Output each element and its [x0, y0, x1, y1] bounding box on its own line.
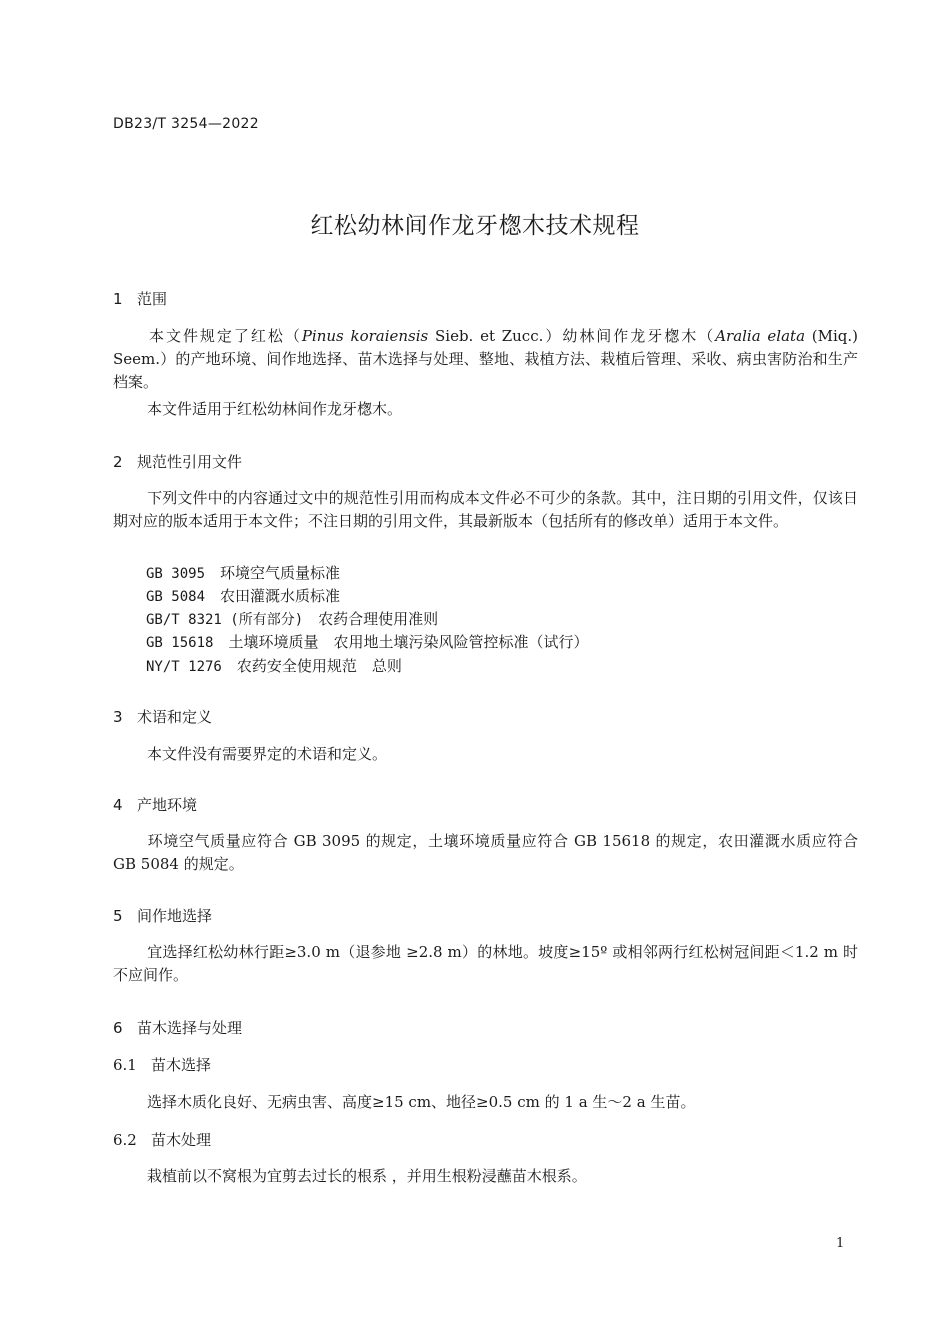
- reference-item: [146, 655, 402, 676]
- section-5-paragraph-1: 宜选择红松幼林行距≥3.0 m（退参地 ≥2.8 m）的林地。坡度≥15º 或相邻两行红松树冠间距＜1.2 m 时不应间作。: [113, 943, 858, 984]
- section-number: 6.2: [113, 1131, 137, 1149]
- reference-item: [146, 585, 340, 606]
- reference-code: GB 5084: [146, 589, 206, 605]
- standard-code: DB23/T 3254—2022: [113, 116, 259, 132]
- document-title: 红松幼林间作龙牙楤木技术规程: [310, 213, 640, 239]
- reference-code: NY/T 1276: [146, 659, 222, 675]
- section-title: 产地环境: [137, 796, 198, 814]
- section-number: 1: [113, 290, 123, 308]
- section-6-1-paragraph-1: 选择木质化良好、无病虫害、高度≥15 cm、地径≥0.5 cm 的 1 a 生～2 a 生苗。: [147, 1093, 696, 1111]
- reference-name: 农田灌溉水质标准: [220, 587, 341, 605]
- reference-name: 农药安全使用规范 总则: [236, 657, 402, 675]
- section-number: 3: [113, 708, 123, 726]
- reference-item: [146, 562, 340, 583]
- reference-code: GB/T 8321 (所有部分): [146, 612, 304, 628]
- section-number: 2: [113, 453, 123, 471]
- section-number: 6.1: [113, 1056, 137, 1074]
- section-6-2-paragraph-1: 栽植前以不窝根为宜剪去过长的根系 ，并用生根粉浸蘸苗木根系。: [147, 1167, 587, 1185]
- section-title: 苗木选择: [151, 1056, 212, 1074]
- section-title: 范围: [137, 290, 168, 308]
- section-5-heading: [113, 905, 212, 926]
- section-2-paragraph-1: 下列文件中的内容通过文中的规范性引用而构成本文件必不可少的条款。其中，注日期的引用文件，仅该日期对应的版本适用于本文件；不注日期的引用文件，其最新版本（包括所有的修改单）适用于本文件。: [113, 489, 858, 530]
- section-3-heading: [113, 706, 212, 727]
- reference-name: 土壤环境质量 农用地土壤污染风险管控标准（试行）: [228, 633, 589, 651]
- section-title: 规范性引用文件: [137, 453, 243, 471]
- section-title: 苗木选择与处理: [137, 1019, 243, 1037]
- section-number: 4: [113, 796, 123, 814]
- section-1-paragraph-2: 本文件适用于红松幼林间作龙牙楤木。: [147, 400, 403, 418]
- section-title: 术语和定义: [137, 708, 213, 726]
- section-6-1-heading: [113, 1054, 211, 1075]
- reference-item: [146, 608, 438, 629]
- section-2-heading: [113, 451, 242, 472]
- section-title: 苗木处理: [151, 1131, 212, 1149]
- latin-name-aralia: Aralia elata: [715, 327, 806, 345]
- section-6-2-heading: [113, 1129, 211, 1150]
- reference-name: 环境空气质量标准: [220, 564, 341, 582]
- reference-name: 农药合理使用准则: [318, 610, 439, 628]
- section-3-paragraph-1: 本文件没有需要界定的术语和定义。: [147, 745, 388, 763]
- section-1-paragraph-1: 本文件规定了红松（Pinus koraiensis Sieb. et Zucc.）幼林间作龙牙楤木（Aralia elata (Miq.) Seem.）的产地环境、间作地选择、苗木选择与处理、整地、栽植方法、栽植后管理、采收、病虫害防治和生产档案。: [113, 327, 858, 391]
- section-4-heading: [113, 794, 197, 815]
- reference-code: GB 15618: [146, 635, 214, 651]
- latin-name-pinus: Pinus koraiensis: [301, 327, 429, 345]
- section-4-paragraph-1: 环境空气质量应符合 GB 3095 的规定，土壤环境质量应符合 GB 15618 的规定，农田灌溉水质应符合 GB 5084 的规定。: [113, 832, 858, 873]
- reference-code: GB 3095: [146, 566, 206, 582]
- section-title: 间作地选择: [137, 907, 213, 925]
- section-1-heading: [113, 288, 167, 309]
- section-6-heading: [113, 1017, 242, 1038]
- section-number: 5: [113, 907, 123, 925]
- reference-item: [146, 631, 588, 652]
- page-number: 1: [836, 1236, 845, 1251]
- section-number: 6: [113, 1019, 123, 1037]
